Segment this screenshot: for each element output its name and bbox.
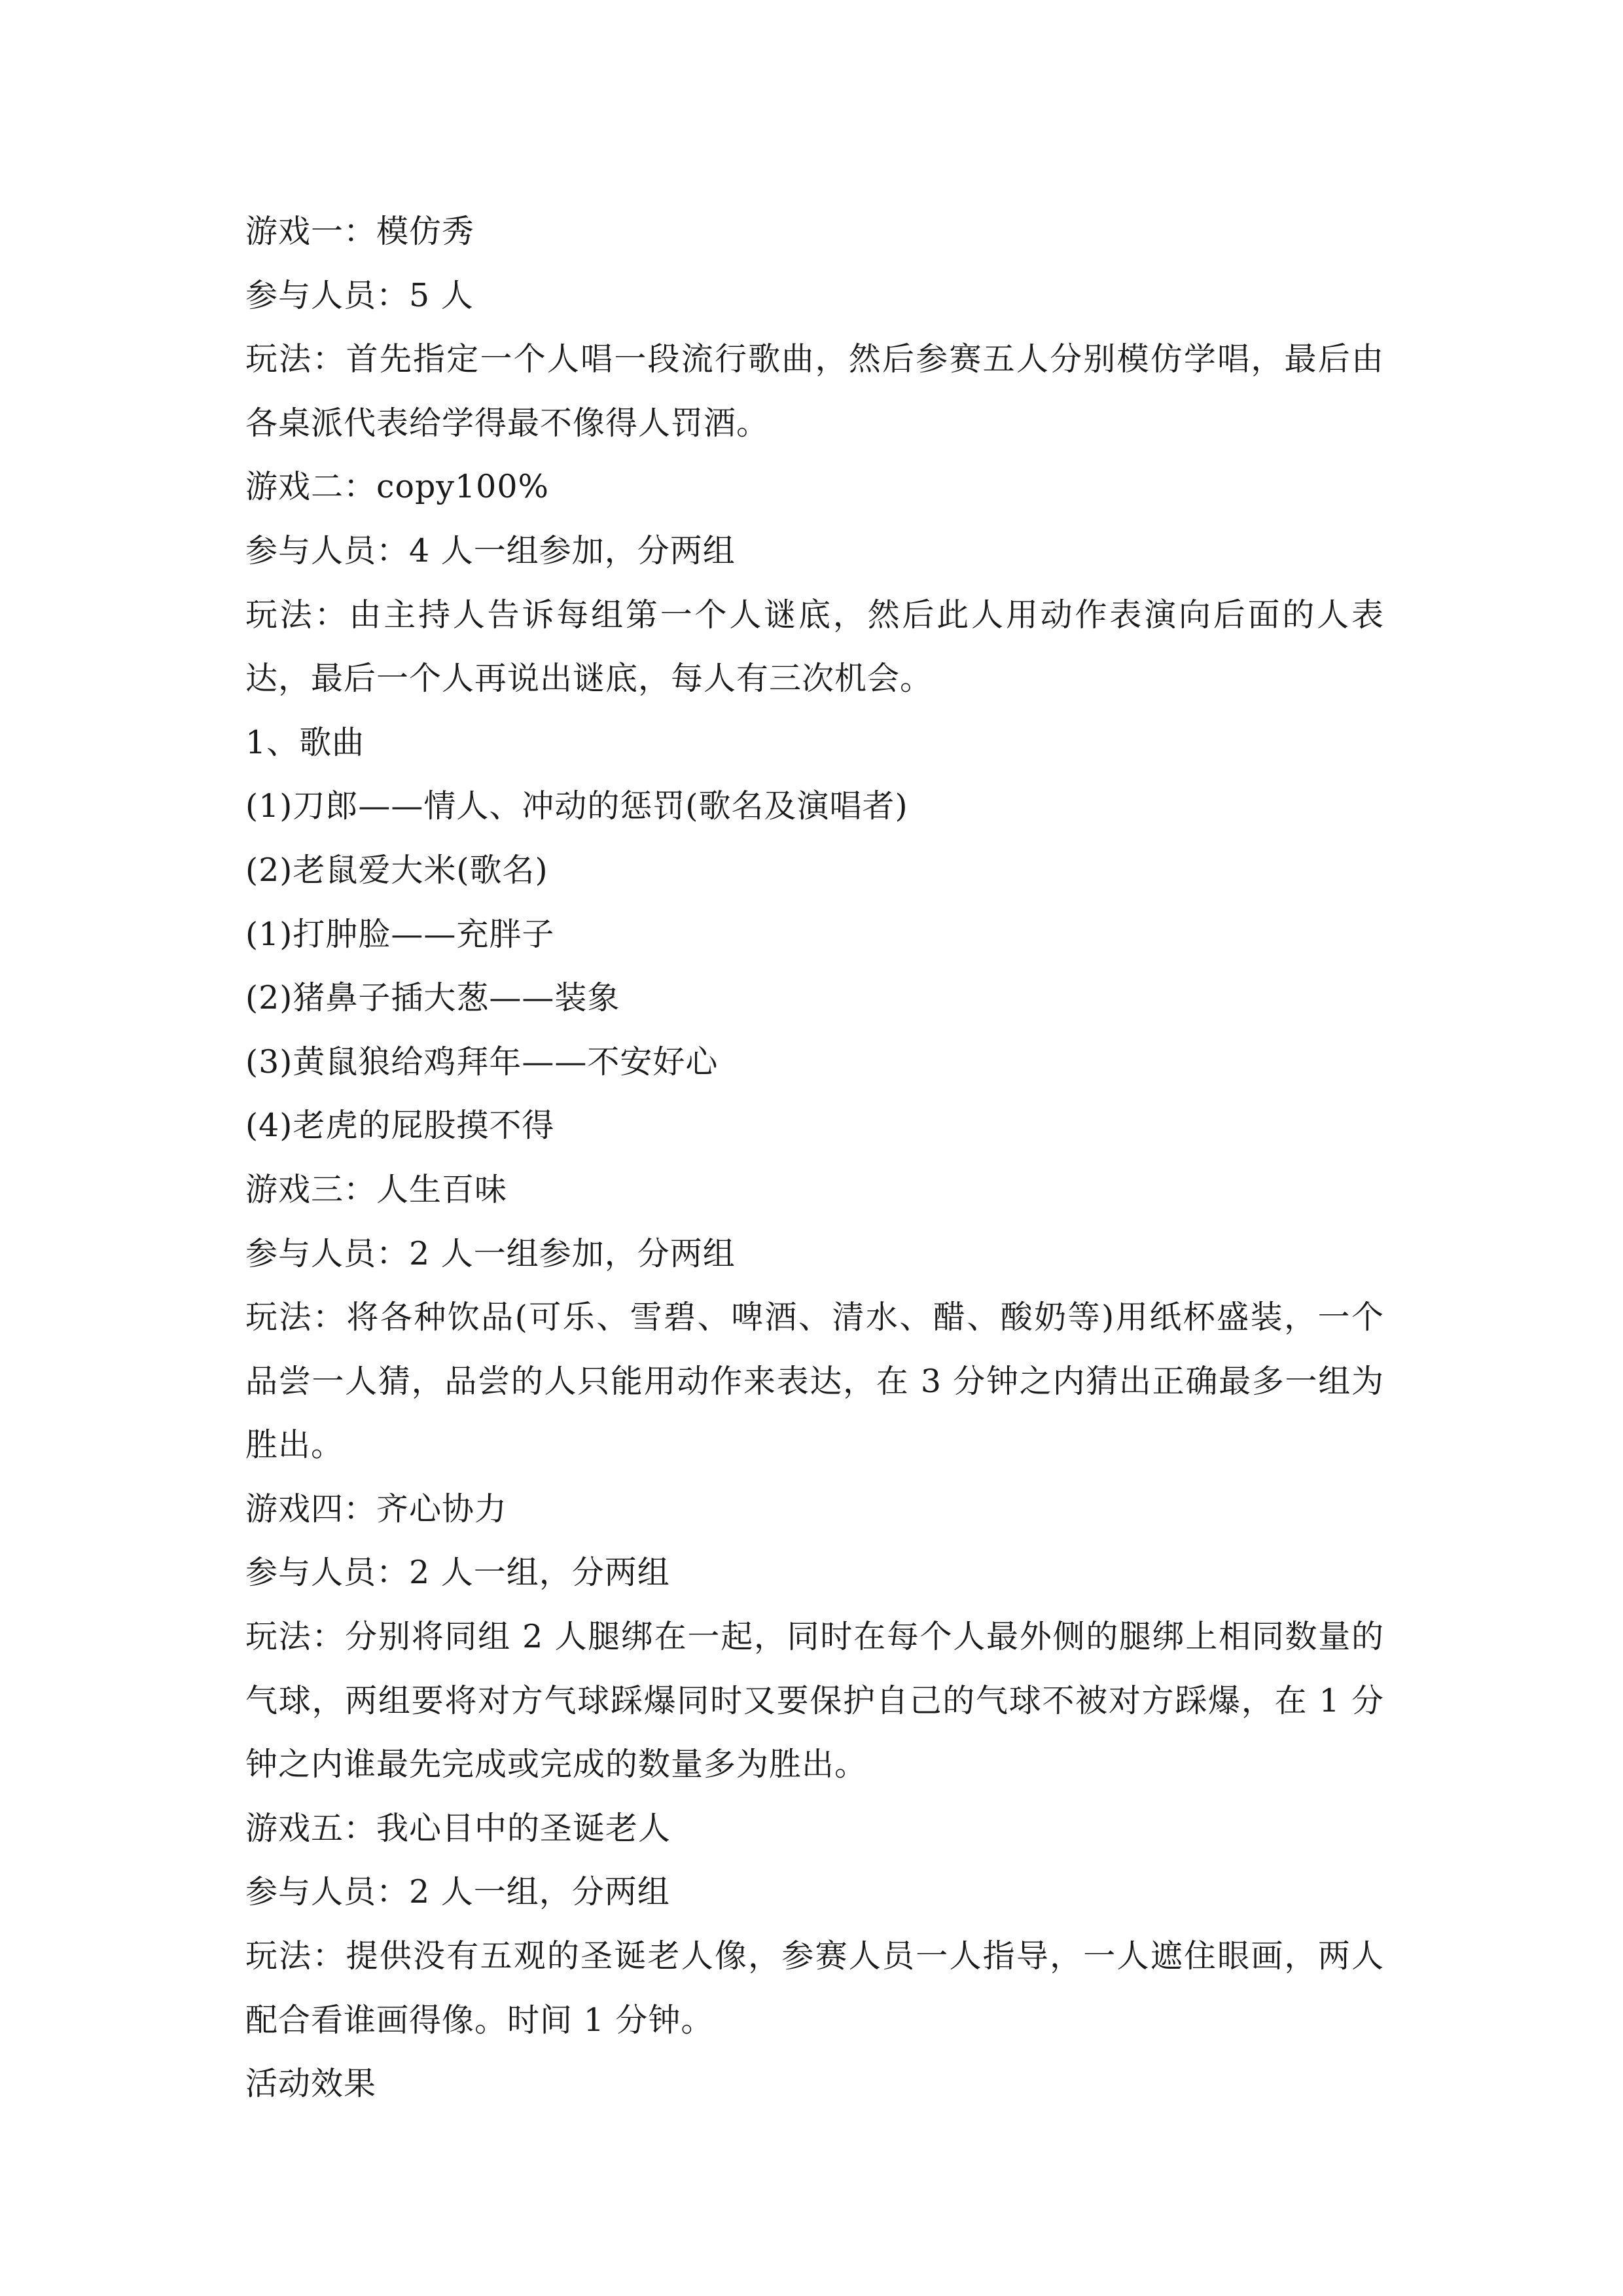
list-item: (1)打肿脸——充胖子: [245, 915, 555, 953]
participants-game-3: 参与人员：2 人一组参加，分两组: [245, 1234, 736, 1272]
heading-game-5: 游戏五：我心目中的圣诞老人: [245, 1809, 671, 1847]
participants-game-4: 参与人员：2 人一组，分两组: [245, 1554, 670, 1592]
list-item: (2)猪鼻子插大葱——装象: [245, 979, 620, 1017]
rules-game-5: 玩法：提供没有五观的圣诞老人像，参赛人员一人指导，一人遮住眼画，两人配合看谁画得像。时间 1 分钟。: [245, 1937, 1384, 2039]
heading-game-4: 游戏四：齐心协力: [245, 1490, 508, 1528]
category-songs: 1、歌曲: [245, 723, 365, 761]
document-body: [245, 200, 1384, 2116]
list-item: (4)老虎的屁股摸不得: [245, 1107, 555, 1145]
heading-game-2: 游戏二：copy100%: [245, 468, 550, 506]
list-item: (1)刀郎——情人、冲动的惩罚(歌名及演唱者): [245, 787, 908, 825]
rules-game-1: 玩法：首先指定一个人唱一段流行歌曲，然后参赛五人分别模仿学唱，最后由各桌派代表给学得最不像得人罚酒。: [245, 340, 1384, 442]
rules-game-2: 玩法：由主持人告诉每组第一个人谜底，然后此人用动作表演向后面的人表达，最后一个人再说出谜底，每人有三次机会。: [245, 596, 1384, 698]
heading-activity-effect: 活动效果: [245, 2065, 377, 2103]
participants-game-5: 参与人员：2 人一组，分两组: [245, 1873, 670, 1911]
heading-game-1: 游戏一：模仿秀: [245, 213, 475, 250]
participants-game-2: 参与人员：4 人一组参加，分两组: [245, 531, 736, 569]
participants-game-1: 参与人员：5 人: [245, 276, 474, 314]
list-item: (3)黄鼠狼给鸡拜年——不安好心: [245, 1043, 719, 1081]
heading-game-3: 游戏三：人生百味: [245, 1170, 508, 1208]
rules-game-4: 玩法：分别将同组 2 人腿绑在一起，同时在每个人最外侧的腿绑上相同数量的气球，两组要将对方气球踩爆同时又要保护自己的气球不被对方踩爆，在 1 分钟之内谁最先完成或完成的数量多为胜出。: [245, 1618, 1384, 1784]
rules-game-3: 玩法：将各种饮品(可乐、雪碧、啤酒、清水、醋、酸奶等)用纸杯盛装，一个品尝一人猜，品尝的人只能用动作来表达，在 3 分钟之内猜出正确最多一组为胜出。: [245, 1299, 1384, 1464]
list-item: (2)老鼠爱大米(歌名): [245, 851, 548, 889]
